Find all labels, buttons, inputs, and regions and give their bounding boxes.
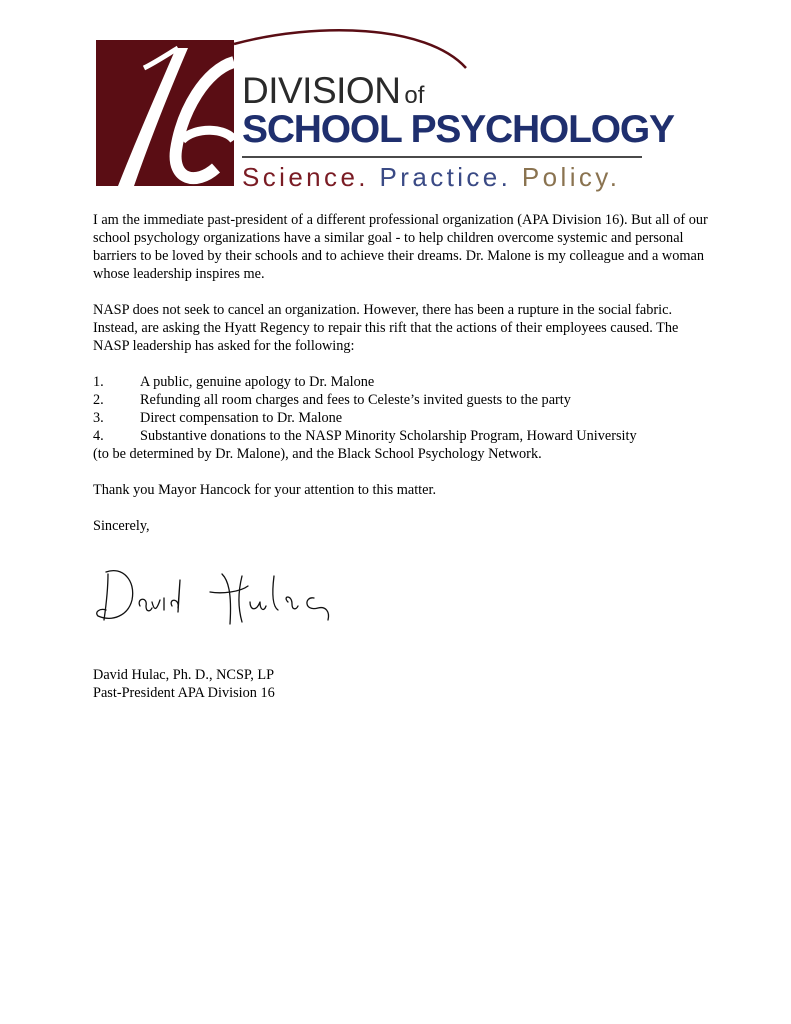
list-number: 4. [93,428,104,444]
letter-body [93,211,713,553]
list-text: A public, genuine apology to Dr. Malone [140,374,375,390]
signer-name: David Hulac, Ph. D., NCSP, LP [93,667,275,683]
list-number: 2. [93,392,104,408]
list-item-continuation: (to be determined by Dr. Malone), and the Black School Psychology Network. [93,446,542,462]
logo-division-word: DIVISION [242,70,401,111]
list-text: Substantive donations to the NASP Minority Scholarship Program, Howard University [140,428,637,444]
signer-block [93,666,275,702]
logo-school-psychology: SCHOOL PSYCHOLOGY [242,108,674,151]
logo-numeral-block [96,40,234,186]
list-number: 3. [93,410,104,426]
logo-divider [242,156,642,158]
list-text: Refunding all room charges and fees to Celeste’s invited guests to the party [140,392,571,408]
list-text: Direct compensation to Dr. Malone [140,410,343,426]
paragraph-intro: I am the immediate past-president of a different professional organization (APA Division 16). But all of our school psychology organizations have a similar goal - to help children overcome systemic and personal barriers to be loved by their schools and to achieve their dreams. Dr. Malone is my colleague and a woman whose leadership inspires me. [93,212,708,282]
request-list [93,373,713,463]
signature-image [92,562,342,632]
logo-numeral-16 [96,40,234,186]
list-item [93,391,713,409]
closing: Sincerely, [93,518,150,534]
division-16-logo [96,28,674,198]
logo-division-text [242,70,424,112]
logo-of-word: of [404,82,425,109]
paragraph-request: NASP does not seek to cancel an organization. However, there has been a rupture in the social fabric. Instead, are asking the Hyatt Regency to repair this rift that the actions of their employees caused. The NASP leadership has asked for the following: [93,302,679,354]
tagline-science: Science. [242,162,369,192]
tagline-policy: Policy. [521,162,621,192]
thanks-line: Thank you Mayor Hancock for your attention to this matter. [93,482,437,498]
list-number: 1. [93,374,104,390]
list-item [93,409,713,427]
signer-title: Past-President APA Division 16 [93,685,275,701]
logo-tagline [242,162,620,193]
tagline-practice: Practice. [379,162,512,192]
list-item [93,427,713,445]
list-item [93,373,713,391]
